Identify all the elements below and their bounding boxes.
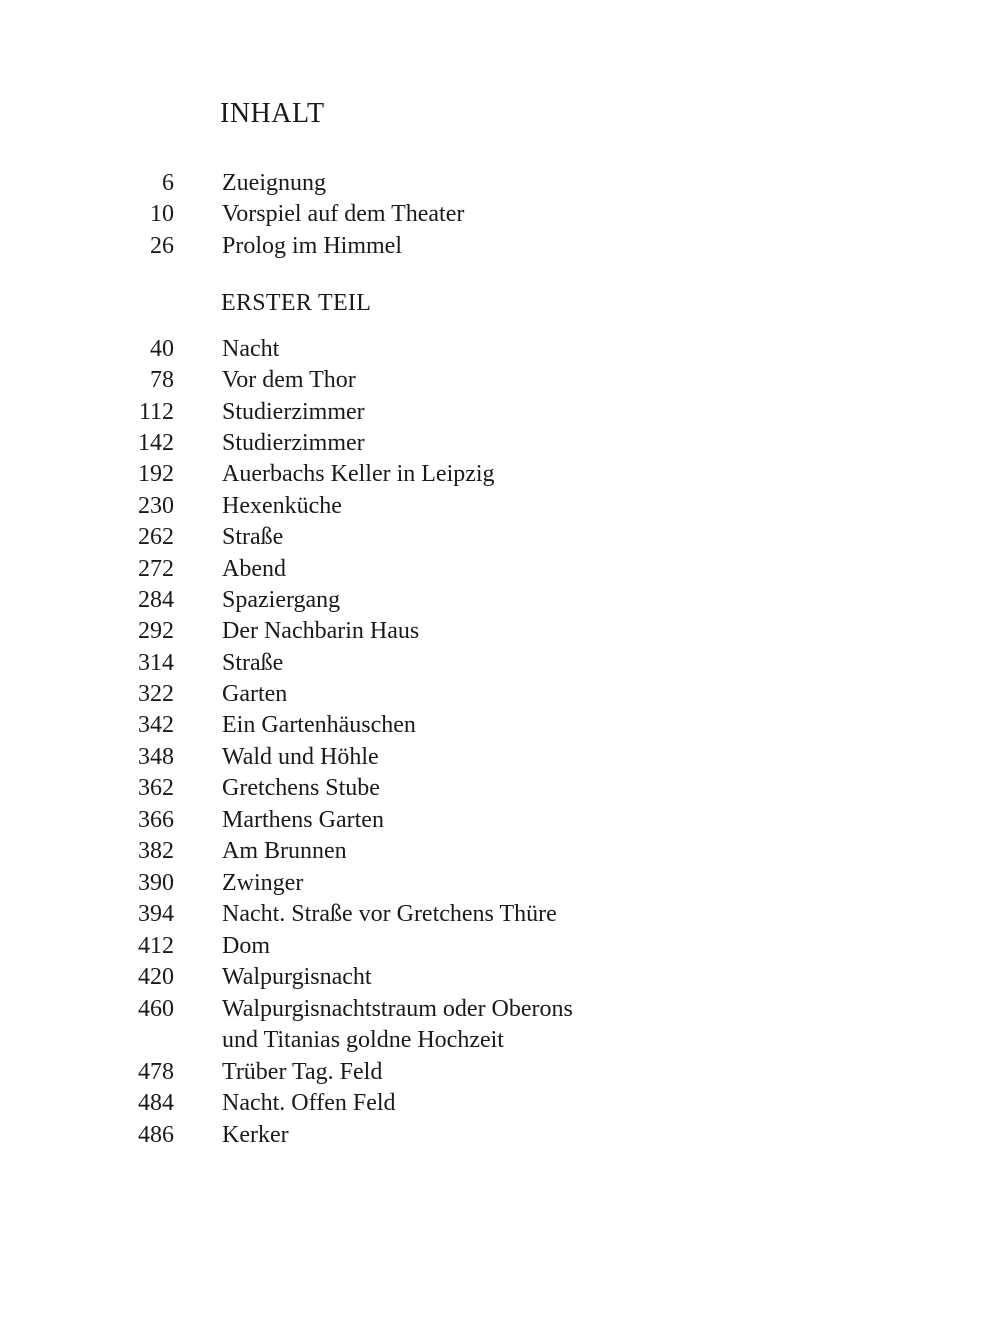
toc-title: Nacht. Offen Feld — [222, 1090, 396, 1116]
toc-title: Kerker — [222, 1122, 289, 1148]
toc-entry — [0, 231, 700, 262]
toc-entry — [0, 199, 700, 230]
toc-page-number: 314 — [138, 650, 174, 676]
toc-page-number: 382 — [138, 838, 174, 864]
toc-entry — [0, 899, 700, 930]
toc-title-multiline — [222, 994, 573, 1056]
toc-title: Zueignung — [222, 170, 326, 196]
toc-entry — [0, 742, 700, 773]
toc-entry — [0, 459, 700, 490]
toc-title: Prolog im Himmel — [222, 233, 402, 259]
toc-entry — [0, 962, 700, 993]
toc-title: Straße — [222, 524, 284, 550]
toc-page-number: 420 — [138, 964, 174, 990]
toc-title: Vorspiel auf dem Theater — [222, 201, 465, 227]
toc-entry — [0, 710, 700, 741]
toc-title: Der Nachbarin Haus — [222, 618, 420, 644]
toc-title: Dom — [222, 933, 270, 959]
toc-title: Walpurgisnacht — [222, 964, 372, 990]
toc-page-number: 292 — [138, 618, 174, 644]
toc-title: Vor dem Thor — [222, 367, 356, 393]
toc-entry — [0, 1088, 700, 1119]
toc-title: Walpurgisnachtstraum oder Oberons — [222, 996, 573, 1022]
toc-title: Zwinger — [222, 870, 304, 896]
toc-entry — [0, 554, 700, 585]
toc-entry — [0, 397, 700, 428]
section-heading-erster-teil: ERSTER TEIL — [221, 290, 372, 316]
toc-entry — [0, 522, 700, 553]
toc-page-number: 10 — [150, 201, 174, 227]
toc-entry — [0, 365, 700, 396]
toc-entry — [0, 491, 700, 522]
toc-title: Hexenküche — [222, 493, 342, 519]
toc-title: Wald und Höhle — [222, 744, 379, 770]
toc-entry — [0, 679, 700, 710]
toc-entry — [0, 868, 700, 899]
toc-title: Trüber Tag. Feld — [222, 1059, 383, 1085]
toc-page-number: 26 — [150, 233, 174, 259]
toc-page-number: 112 — [138, 399, 174, 425]
toc-title: Spaziergang — [222, 587, 341, 613]
toc-title: Ein Gartenhäuschen — [222, 712, 416, 738]
toc-title: Gretchens Stube — [222, 775, 380, 801]
toc-title: Auerbachs Keller in Leipzig — [222, 461, 495, 487]
toc-title: Marthens Garten — [222, 807, 384, 833]
toc-title: Studierzimmer — [222, 430, 365, 456]
toc-page-number: 284 — [138, 587, 174, 613]
toc-entry — [0, 1120, 700, 1151]
toc-page-number: 272 — [138, 556, 174, 582]
toc-entry — [0, 648, 700, 679]
toc-entry — [0, 1057, 700, 1088]
page-title: INHALT — [220, 98, 325, 129]
toc-title: Garten — [222, 681, 288, 707]
toc-page-number: 412 — [138, 933, 174, 959]
toc-page-number: 230 — [138, 493, 174, 519]
toc-page-number: 192 — [138, 461, 174, 487]
toc-page-number: 366 — [138, 807, 174, 833]
toc-title: Nacht. Straße vor Gretchens Thüre — [222, 901, 557, 927]
toc-entry — [0, 994, 700, 1056]
toc-page-number: 322 — [138, 681, 174, 707]
toc-title: Nacht — [222, 336, 280, 362]
toc-page-number: 262 — [138, 524, 174, 550]
toc-page-number: 78 — [150, 367, 174, 393]
toc-page-number: 486 — [138, 1122, 174, 1148]
toc-page-number: 40 — [150, 336, 174, 362]
toc-title-continuation: und Titanias goldne Hochzeit — [222, 1027, 504, 1053]
toc-entry — [0, 616, 700, 647]
toc-title: Abend — [222, 556, 286, 582]
toc-entry — [0, 585, 700, 616]
toc-page-number: 394 — [138, 901, 174, 927]
toc-entry — [0, 428, 700, 459]
toc-page-number: 478 — [138, 1059, 174, 1085]
toc-entry — [0, 931, 700, 962]
toc-title: Studierzimmer — [222, 399, 365, 425]
toc-entry — [0, 836, 700, 867]
toc-page-number: 348 — [138, 744, 174, 770]
toc-entry — [0, 334, 700, 365]
toc-page-number: 362 — [138, 775, 174, 801]
toc-page-number: 6 — [162, 170, 174, 196]
toc-entry — [0, 805, 700, 836]
toc-page-number: 390 — [138, 870, 174, 896]
toc-page-number: 484 — [138, 1090, 174, 1116]
toc-page-number: 142 — [138, 430, 174, 456]
toc-title: Straße — [222, 650, 284, 676]
toc-page-number: 460 — [138, 996, 174, 1022]
toc-title: Am Brunnen — [222, 838, 347, 864]
toc-entry — [0, 773, 700, 804]
toc-entry — [0, 168, 700, 199]
toc-page-number: 342 — [138, 712, 174, 738]
